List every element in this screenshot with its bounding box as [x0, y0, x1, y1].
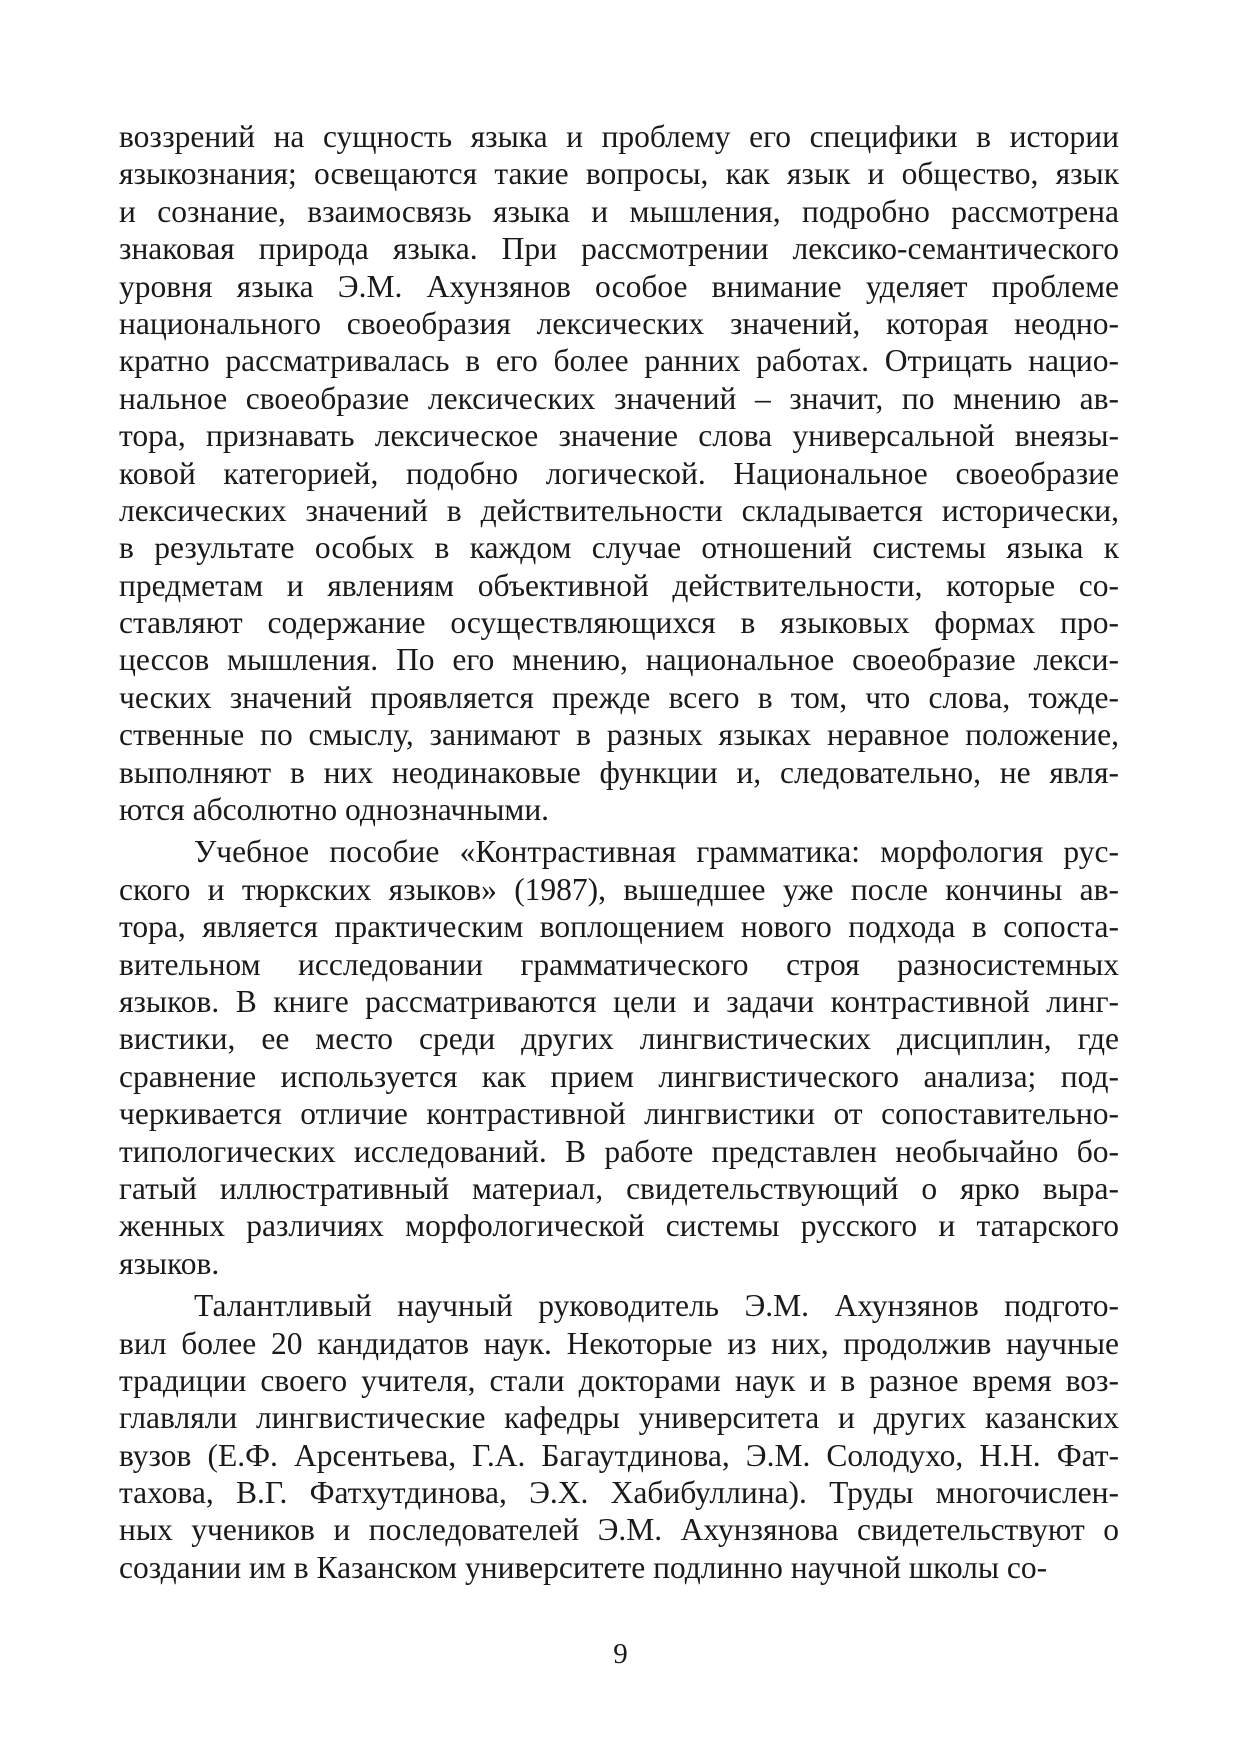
- text-line: вительном исследовании грамматического строя разносистемных: [119, 946, 1119, 982]
- text-line: вистики, ее место среди других лингвистических дисциплин, где: [119, 1021, 1119, 1057]
- text-line: Учебное пособие «Контрастивная грамматика: морфология рус-: [194, 834, 1119, 870]
- text-line: традиции своего учителя, стали докторами наук и в разное время воз-: [119, 1362, 1119, 1398]
- text-line: выполняют в них неодинаковые функции и, следовательно, не явля-: [119, 754, 1119, 790]
- text-line: сравнение используется как прием лингвистического анализа; под-: [119, 1058, 1119, 1094]
- text-line: главляли лингвистические кафедры университета и других казанских: [119, 1400, 1119, 1436]
- paragraph: [119, 833, 1119, 1282]
- text-line: тора, признавать лексическое значение слова универсальной внеязы-: [119, 418, 1119, 454]
- text-line: языков.: [119, 1245, 220, 1281]
- text-line: ческих значений проявляется прежде всего в том, что слова, тожде-: [119, 679, 1119, 715]
- text-line: Талантливый научный руководитель Э.М. Ахунзянов подгото-: [194, 1288, 1119, 1324]
- text-line: женных различиях морфологической системы русского и татарского: [119, 1208, 1119, 1244]
- text-line: лексических значений в действительности складывается исторически,: [119, 492, 1119, 528]
- text-line: вузов (Е.Ф. Арсентьева, Г.А. Багаутдинова, Э.М. Солодухо, Н.Н. Фат-: [119, 1437, 1119, 1473]
- text-line: черкивается отличие контрастивной лингвистики от сопоставительно-: [119, 1096, 1119, 1132]
- text-line: ются абсолютно однозначными.: [119, 792, 550, 828]
- paragraph: [119, 118, 1119, 828]
- text-line: кратно рассматривалась в его более ранних работах. Отрицать нацио-: [119, 343, 1119, 379]
- text-line: создании им в Казанском университете подлинно научной школы со-: [119, 1549, 1048, 1585]
- body-text: [119, 118, 1119, 1586]
- text-line: языков. В книге рассматриваются цели и задачи контрастивной линг-: [119, 983, 1119, 1019]
- text-line: уровня языка Э.М. Ахунзянов особое внимание уделяет проблеме: [119, 268, 1119, 304]
- text-line: ставляют содержание осуществляющихся в языковых формах про-: [119, 605, 1119, 641]
- text-line: в результате особых в каждом случае отношений системы языка к: [119, 530, 1119, 566]
- text-line: типологических исследований. В работе представлен необычайно бо-: [119, 1133, 1119, 1169]
- text-line: тора, является практическим воплощением нового подхода в сопоста-: [119, 909, 1119, 945]
- text-line: ных учеников и последователей Э.М. Ахунзянова свидетельствуют о: [119, 1512, 1119, 1548]
- text-line: воззрений на сущность языка и проблему его специфики в истории: [119, 119, 1119, 154]
- text-line: ковой категорией, подобно логической. Национальное своеобразие: [119, 455, 1119, 491]
- text-line: знаковая природа языка. При рассмотрении лексико-семантического: [119, 231, 1119, 267]
- text-line: ского и тюркских языков» (1987), вышедшее уже после кончины ав-: [119, 871, 1119, 907]
- text-line: вил более 20 кандидатов наук. Некоторые из них, продолжив научные: [119, 1325, 1119, 1361]
- text-line: и сознание, взаимосвязь языка и мышления, подробно рассмотрена: [119, 193, 1119, 229]
- text-line: предметам и явлениям объективной действительности, которые со-: [119, 567, 1119, 603]
- text-line: языкознания; освещаются такие вопросы, как язык и общество, язык: [119, 156, 1119, 192]
- text-line: ственные по смыслу, занимают в разных языках неравное положение,: [119, 717, 1119, 753]
- text-line: тахова, В.Г. Фатхутдинова, Э.Х. Хабибуллина). Труды многочислен-: [119, 1475, 1119, 1511]
- text-line: национального своеобразия лексических значений, которая неодно-: [119, 305, 1119, 341]
- text-line: нальное своеобразие лексических значений – значит, по мнению ав-: [119, 380, 1119, 416]
- text-line: цессов мышления. По его мнению, национальное своеобразие лекси-: [119, 642, 1119, 678]
- paragraph: [119, 1287, 1119, 1586]
- page-number: 9: [613, 1638, 628, 1670]
- text-line: гатый иллюстративный материал, свидетельствующий о ярко выра-: [119, 1170, 1119, 1206]
